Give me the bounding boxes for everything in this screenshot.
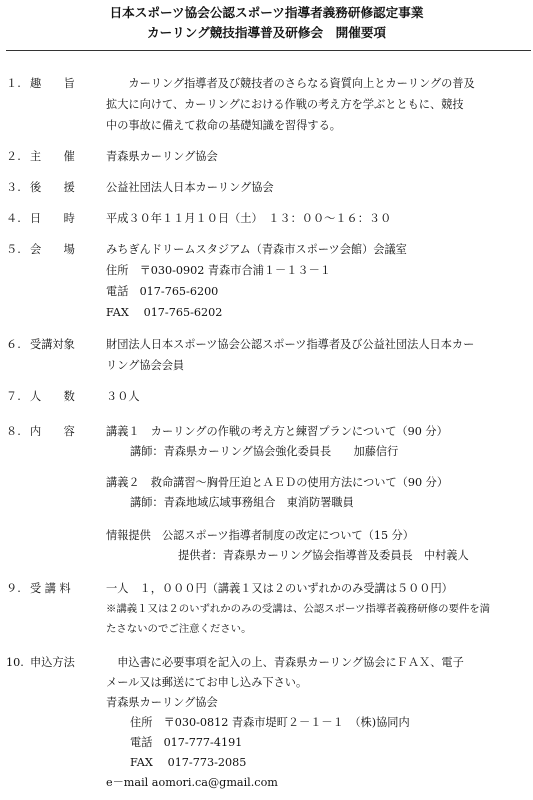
section-1-text-2: 拡大に向けて、カーリングにおける作戦の考え方を学ぶとともに、競技 [106,98,464,111]
section-3-label: 後 援 [30,181,75,194]
section-4-number: ４. [6,212,21,225]
fee-value: 一人 １，０００円（講義１又は２のいずれかのみ受講は５００円） [106,582,453,595]
venue-fax: FAX 017-765-6202 [106,306,223,319]
section-1-text-3: 中の事故に備えて救命の基礎知識を習得する。 [106,119,341,132]
section-8-label: 内 容 [30,425,75,438]
fee-note-1: ※講義１又は２のいずれかのみの受講は、公認スポーツ指導者義務研修の要件を満 [106,603,491,615]
venue-name: みちぎんドリームスタジアム（青森市スポーツ会館）会議室 [106,243,407,256]
section-2-label: 主 催 [30,150,75,163]
application-text-2: メール又は郵送にてお申し込み下さい。 [106,676,308,689]
section-9-number: ９. [6,582,21,595]
contact-address: 住所 〒030-0812 青森市堤町２－１－１ （株)協同内 [130,716,410,729]
lecture-2-instructor: 講師：青森地域広域事務組合 東消防署職員 [130,496,354,509]
contact-org: 青森県カーリング協会 [106,696,218,709]
venue-address: 住所 〒030-0902 青森市合浦１－１３－１ [106,264,331,277]
section-6-label: 受講対象 [30,338,75,351]
section-7-label: 人 数 [30,390,75,403]
contact-phone: 電話 017-777-4191 [130,736,243,749]
section-7-number: ７. [6,390,21,403]
section-1-text-1: カーリング指導者及び競技者のさらなる資質向上とカーリングの普及 [106,77,475,90]
section-6-text-2: リング協会会員 [106,359,185,372]
section-5-number: ５. [6,243,21,256]
lecture-1-title: 講義１ カーリングの作戦の考え方と練習プランについて（90 分） [106,425,448,438]
section-5-label: 会 場 [30,243,75,256]
venue-phone: 電話 017-765-6200 [106,285,219,298]
section-4-label: 日 時 [30,212,75,225]
section-2-number: ２. [6,150,21,163]
section-4-value: 平成３０年１１月１０日（土） １３：００～１６：３０ [106,212,392,225]
section-10-number: 10. [6,656,24,669]
document-title-line1: 日本スポーツ協会公認スポーツ指導者義務研修認定事業 [109,5,424,20]
contact-email[interactable]: e－mail aomori.ca@gmail.com [106,776,278,789]
application-text-1: 申込書に必要事項を記入の上、青森県カーリング協会にＦＡＸ、電子 [106,656,464,669]
fee-note-2: たさないのでご注意ください。 [106,623,252,635]
section-8-number: ８. [6,425,21,438]
section-1-label: 趣 旨 [30,77,75,90]
section-10-label: 申込方法 [30,656,75,669]
contact-fax: FAX 017-773-2085 [130,756,247,769]
section-6-number: ６. [6,338,21,351]
section-6-text-1: 財団法人日本スポーツ協会公認スポーツ指導者及び公益社団法人日本カー [106,338,475,351]
section-3-value: 公益社団法人日本カーリング協会 [106,181,274,194]
lecture-1-instructor: 講師：青森県カーリング協会強化委員長 加藤信行 [130,445,399,458]
section-1-number: １. [6,77,21,90]
document-title-line2: カーリング競技指導普及研修会 開催要項 [146,25,387,40]
section-9-label: 受 講 料 [30,582,71,595]
section-3-number: ３. [6,181,21,194]
section-2-value: 青森県カーリング協会 [106,150,218,163]
info-session-title: 情報提供 公認スポーツ指導者制度の改定について（15 分） [106,529,414,542]
title-divider [6,50,531,51]
section-7-value: ３０人 [106,390,140,403]
info-session-provider: 提供者：青森県カーリング協会指導普及委員長 中村義人 [178,549,469,562]
lecture-2-title: 講義２ 救命講習～胸骨圧迫とＡＥＤの使用方法について（90 分） [106,476,449,489]
